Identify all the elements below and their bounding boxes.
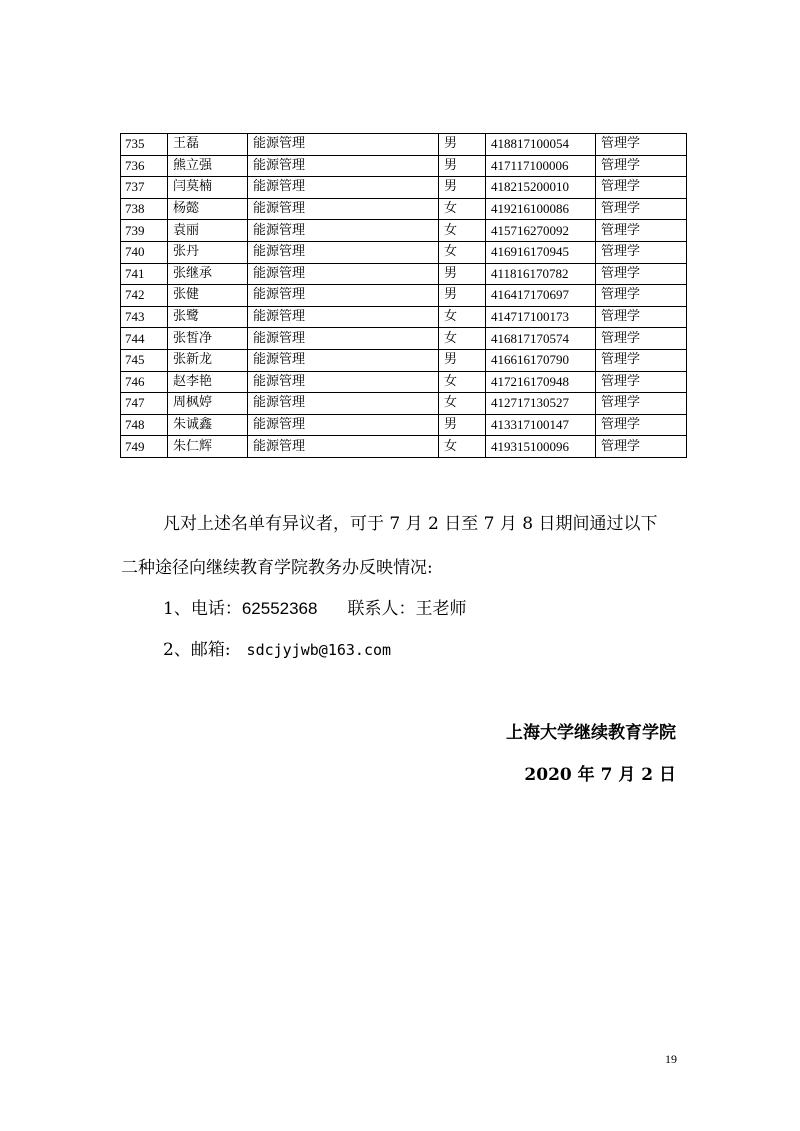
row-number-cell: 741 [121,263,168,285]
student-id-cell: 413317100147 [486,414,596,436]
row-number-cell: 740 [121,241,168,263]
row-number-cell: 736 [121,155,168,177]
name-cell: 张皙净 [168,328,248,350]
table-row [121,436,687,458]
discipline-cell: 管理学 [596,177,687,199]
discipline-cell: 管理学 [596,220,687,242]
name-cell: 朱诚鑫 [168,414,248,436]
signature-org: 上海大学继续教育学院 [506,723,676,743]
table-row [121,263,687,285]
discipline-cell: 管理学 [596,306,687,328]
gender-cell: 女 [439,241,486,263]
student-id-cell: 416817170574 [486,328,596,350]
table-row [121,371,687,393]
name-cell: 朱仁辉 [168,436,248,458]
student-id-cell: 418215200010 [486,177,596,199]
discipline-cell: 管理学 [596,414,687,436]
gender-cell: 女 [439,371,486,393]
name-cell: 张健 [168,285,248,307]
major-cell: 能源管理 [248,241,439,263]
major-cell: 能源管理 [248,414,439,436]
table-row [121,220,687,242]
name-cell: 张鹭 [168,306,248,328]
student-id-cell: 416616170790 [486,349,596,371]
row-number-cell: 747 [121,393,168,415]
phone-number: 62552368 [241,599,318,618]
row-number-cell: 749 [121,436,168,458]
discipline-cell: 管理学 [596,155,687,177]
table-row [121,285,687,307]
gender-cell: 女 [439,393,486,415]
discipline-cell: 管理学 [596,393,687,415]
table-row [121,328,687,350]
major-cell: 能源管理 [248,220,439,242]
row-number-cell: 738 [121,198,168,220]
major-cell: 能源管理 [248,436,439,458]
name-cell: 张继承 [168,263,248,285]
table-row [121,177,687,199]
phone-label: 1、电话： [163,599,242,619]
page-number: 19 [665,1052,677,1066]
student-id-cell: 414717100173 [486,306,596,328]
major-cell: 能源管理 [248,349,439,371]
name-cell: 张新龙 [168,349,248,371]
table-row [121,414,687,436]
major-cell: 能源管理 [248,328,439,350]
discipline-cell: 管理学 [596,371,687,393]
table-row [121,306,687,328]
name-cell: 张丹 [168,241,248,263]
row-number-cell: 742 [121,285,168,307]
gender-cell: 女 [439,306,486,328]
name-cell: 王磊 [168,134,248,156]
row-number-cell: 737 [121,177,168,199]
row-number-cell: 743 [121,306,168,328]
notice-line-2: 二种途径向继续教育学院教务办反映情况: [121,558,433,578]
gender-cell: 男 [439,263,486,285]
name-cell: 袁丽 [168,220,248,242]
row-number-cell: 745 [121,349,168,371]
table-row [121,241,687,263]
student-id-cell: 417117100006 [486,155,596,177]
student-id-cell: 418817100054 [486,134,596,156]
gender-cell: 女 [439,220,486,242]
discipline-cell: 管理学 [596,263,687,285]
name-cell: 赵李艳 [168,371,248,393]
roster-body [121,134,687,458]
name-cell: 周枫婷 [168,393,248,415]
gender-cell: 女 [439,436,486,458]
major-cell: 能源管理 [248,306,439,328]
discipline-cell: 管理学 [596,285,687,307]
discipline-cell: 管理学 [596,328,687,350]
name-cell: 熊立强 [168,155,248,177]
gender-cell: 男 [439,134,486,156]
discipline-cell: 管理学 [596,241,687,263]
gender-cell: 男 [439,155,486,177]
student-id-cell: 417216170948 [486,371,596,393]
name-cell: 杨懿 [168,198,248,220]
discipline-cell: 管理学 [596,349,687,371]
student-id-cell: 419315100096 [486,436,596,458]
signature-date: 2020 年 7 月 2 日 [524,765,676,785]
student-id-cell: 416916170945 [486,241,596,263]
table-row [121,134,687,156]
row-number-cell: 735 [121,134,168,156]
row-number-cell: 748 [121,414,168,436]
row-number-cell: 739 [121,220,168,242]
table-row [121,349,687,371]
student-id-cell: 415716270092 [486,220,596,242]
table-row [121,155,687,177]
email-address: sdcjyjwb@163.com [246,641,392,659]
gender-cell: 男 [439,349,486,371]
major-cell: 能源管理 [248,263,439,285]
gender-cell: 女 [439,198,486,220]
discipline-cell: 管理学 [596,134,687,156]
email-line [163,639,391,661]
student-id-cell: 412717130527 [486,393,596,415]
student-id-cell: 411816170782 [486,263,596,285]
gender-cell: 女 [439,328,486,350]
notice-line-1: 凡对上述名单有异议者，可于 7 月 2 日至 7 月 8 日期间通过以下 [163,514,658,534]
discipline-cell: 管理学 [596,198,687,220]
row-number-cell: 746 [121,371,168,393]
major-cell: 能源管理 [248,155,439,177]
row-number-cell: 744 [121,328,168,350]
contact-person: 联系人：王老师 [347,599,467,619]
gender-cell: 男 [439,177,486,199]
major-cell: 能源管理 [248,371,439,393]
name-cell: 闫莫楠 [168,177,248,199]
major-cell: 能源管理 [248,198,439,220]
gender-cell: 男 [439,414,486,436]
table-row [121,198,687,220]
discipline-cell: 管理学 [596,436,687,458]
table-row [121,393,687,415]
email-label: 2、邮箱: [163,640,231,660]
phone-line [163,598,466,620]
major-cell: 能源管理 [248,134,439,156]
roster-table [120,133,687,458]
major-cell: 能源管理 [248,393,439,415]
gender-cell: 男 [439,285,486,307]
major-cell: 能源管理 [248,285,439,307]
student-id-cell: 419216100086 [486,198,596,220]
major-cell: 能源管理 [248,177,439,199]
student-id-cell: 416417170697 [486,285,596,307]
